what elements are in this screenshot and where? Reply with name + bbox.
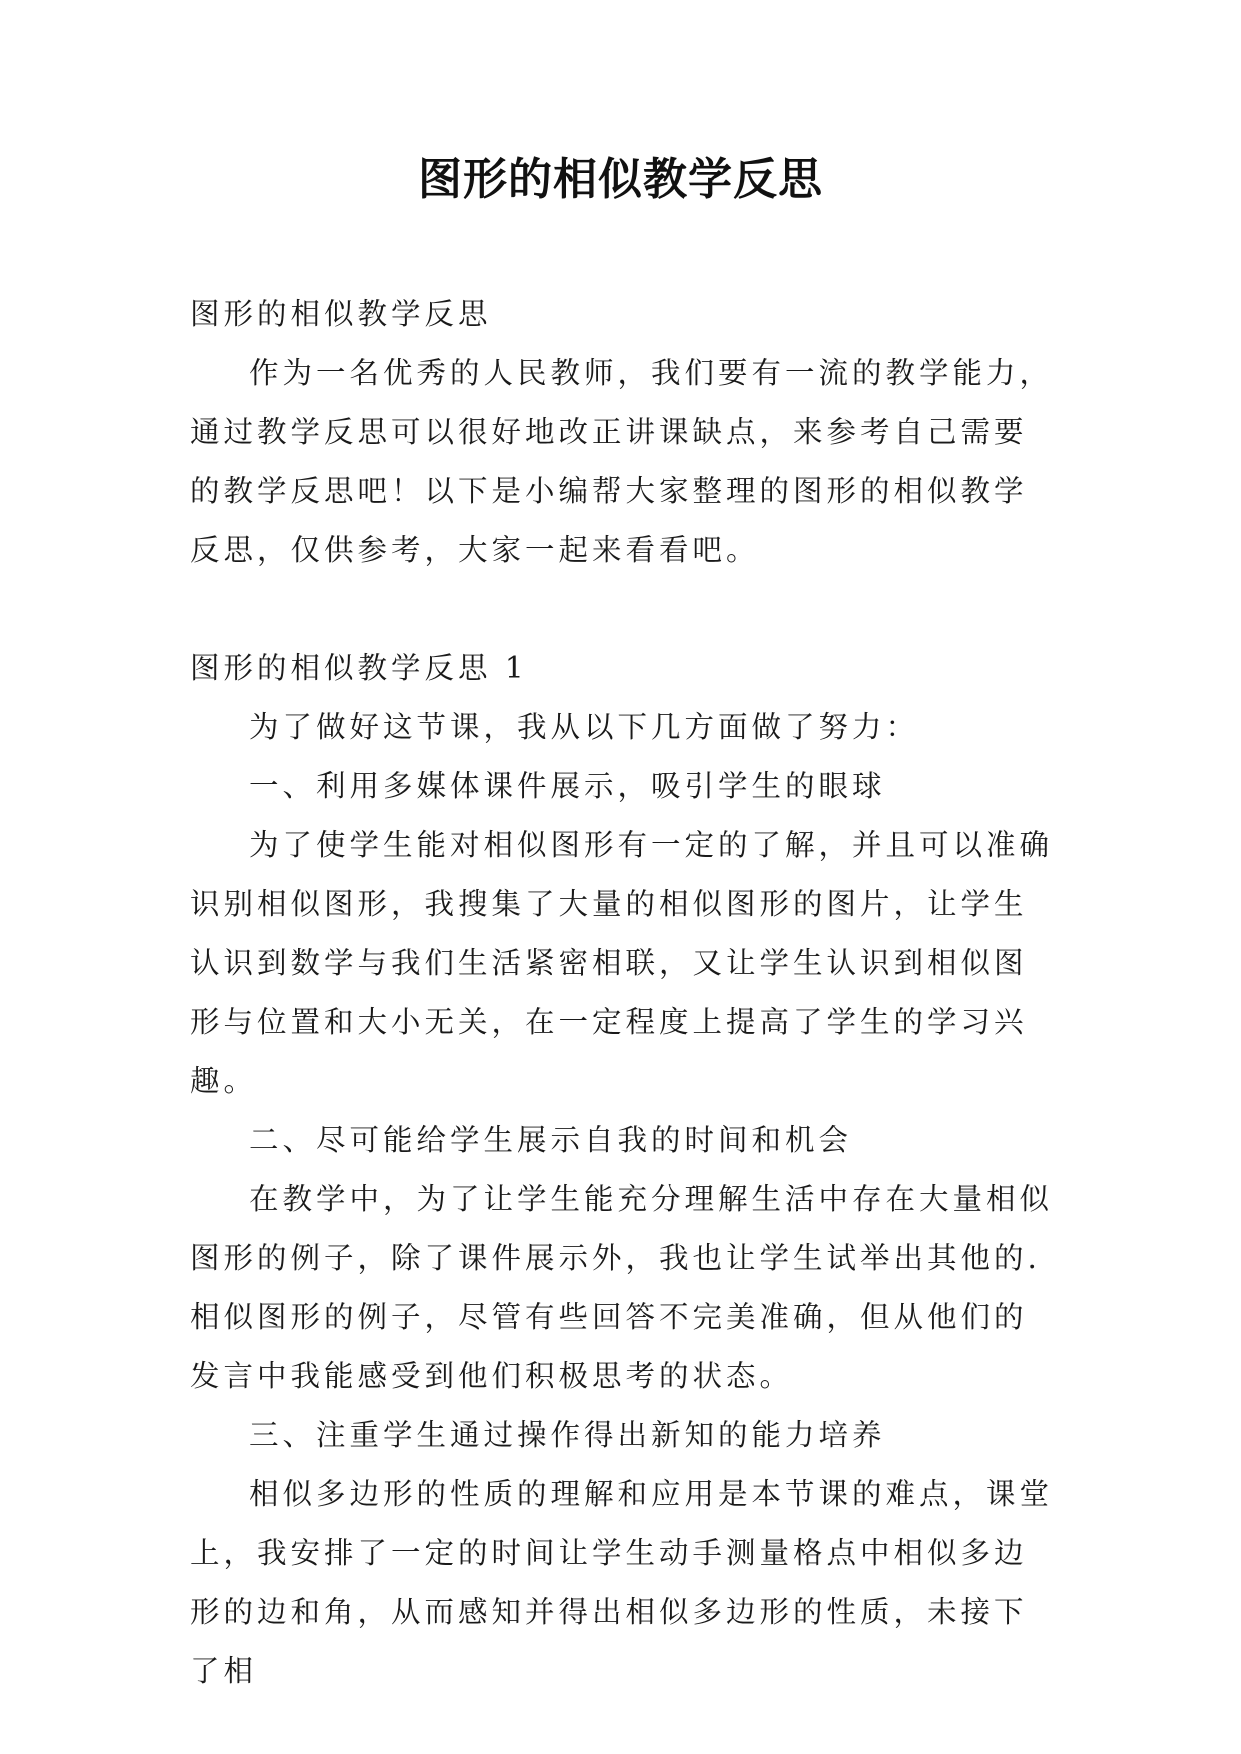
document-body — [190, 285, 1060, 1701]
paragraph: 在教学中，为了让学生能充分理解生活中存在大量相似图形的例子，除了课件展示外，我也让学生试举出其他的.相似图形的例子，尽管有些回答不完美准确，但从他们的发言中我能感受到他们积极思考的状态。 — [190, 1182, 1054, 1393]
subheading-one: 一、利用多媒体课件展示，吸引学生的眼球 — [249, 769, 886, 803]
document-title: 图形的相似教学反思 — [418, 154, 823, 205]
paragraph: 为了使学生能对相似图形有一定的了解，并且可以准确识别相似图形，我搜集了大量的相似图形的图片，让学生认识到数学与我们生活紧密相联，又让学生认识到相似图形与位置和大小无关，在一定程度上提高了学生的学习兴趣。 — [190, 828, 1054, 1098]
intro-heading: 图形的相似教学反思 — [190, 297, 492, 331]
paragraph: 为了做好这节课，我从以下几方面做了努力： — [249, 710, 920, 744]
section-heading: 图形的相似教学反思 1 — [190, 651, 528, 685]
paragraph: 相似多边形的性质的理解和应用是本节课的难点，课堂上，我安排了一定的时间让学生动手测量格点中相似多边形的边和角，从而感知并得出相似多边形的性质，未接下了相 — [190, 1477, 1054, 1688]
subheading-three: 三、注重学生通过操作得出新知的能力培养 — [249, 1418, 886, 1452]
paragraph-gap — [190, 580, 1060, 639]
subheading-two: 二、尽可能给学生展示自我的时间和机会 — [249, 1123, 853, 1157]
intro-paragraph: 作为一名优秀的人民教师，我们要有一流的教学能力，通过教学反思可以很好地改正讲课缺点，来参考自己需要的教学反思吧！以下是小编帮大家整理的图形的相似教学反思，仅供参考，大家一起来看看吧。 — [190, 356, 1054, 567]
